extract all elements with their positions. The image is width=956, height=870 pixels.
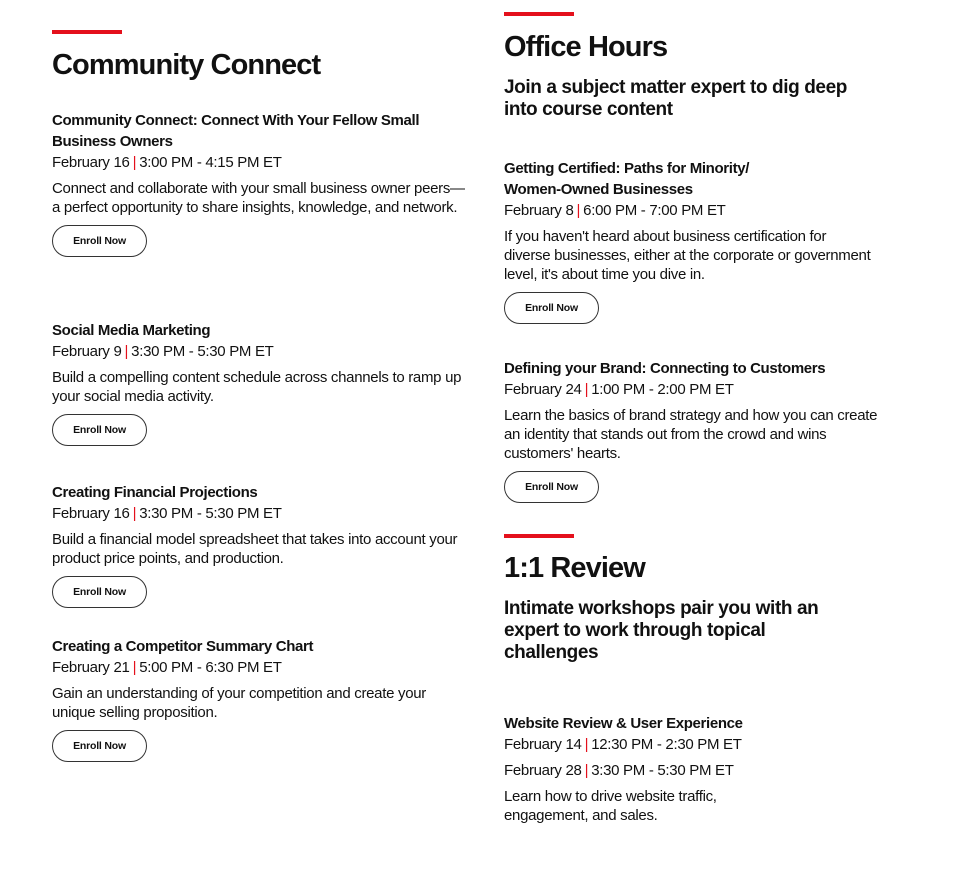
event-description: Build a financial model spreadsheet that takes into account your product price points, and production. — [52, 531, 458, 567]
accent-bar — [504, 12, 574, 16]
event-date: February 9 — [52, 343, 122, 360]
separator: | — [576, 202, 581, 219]
event-description: Learn how to drive website traffic, engagement, and sales. — [504, 788, 717, 824]
event-title: Defining your Brand: Connecting to Customers — [504, 360, 826, 377]
event-datetime — [504, 200, 904, 221]
section-subtitle: Join a subject matter expert to dig deep into course content — [504, 77, 847, 120]
event-date: February 24 — [504, 381, 582, 398]
separator: | — [132, 154, 137, 171]
event-title: Community Connect: Connect With Your Fellow Small Business Owners — [52, 112, 420, 150]
event-date: February 21 — [52, 659, 130, 676]
separator: | — [584, 762, 589, 779]
event-date: February 28 — [504, 762, 582, 779]
separator: | — [124, 343, 129, 360]
event-time: 12:30 PM - 2:30 PM ET — [591, 736, 742, 753]
enroll-now-button[interactable]: Enroll Now — [52, 576, 147, 608]
event-card — [504, 713, 904, 825]
event-time: 3:30 PM - 5:30 PM ET — [591, 762, 734, 779]
event-datetime — [504, 734, 904, 755]
event-datetime — [504, 760, 904, 781]
event-card — [504, 358, 924, 503]
event-date: February 14 — [504, 736, 582, 753]
section-subtitle: Intimate workshops pair you with an expert to work through topical challenges — [504, 598, 819, 663]
enroll-now-button[interactable]: Enroll Now — [504, 471, 599, 503]
event-time: 6:00 PM - 7:00 PM ET — [583, 202, 726, 219]
event-date: February 16 — [52, 154, 130, 171]
event-datetime — [52, 152, 472, 173]
section-title: Office Hours — [504, 31, 668, 63]
event-datetime — [52, 341, 472, 362]
event-card — [52, 110, 472, 257]
event-date: February 16 — [52, 505, 130, 522]
event-card — [52, 320, 472, 446]
section-title: 1:1 Review — [504, 552, 645, 584]
event-description: If you haven't heard about business certification for diverse businesses, either at the corporate or government level, it's about time you dive in. — [504, 228, 871, 283]
event-datetime — [504, 379, 924, 400]
separator: | — [584, 736, 589, 753]
event-datetime — [52, 503, 472, 524]
event-datetime — [52, 657, 472, 678]
enroll-now-button[interactable]: Enroll Now — [52, 730, 147, 762]
event-title: Website Review & User Experience — [504, 715, 743, 732]
event-title: Social Media Marketing — [52, 322, 211, 339]
accent-bar — [52, 30, 122, 34]
enroll-now-button[interactable]: Enroll Now — [52, 225, 147, 257]
event-title: Creating Financial Projections — [52, 484, 258, 501]
separator: | — [132, 505, 137, 522]
event-description: Build a compelling content schedule across channels to ramp up your social media activity. — [52, 369, 462, 405]
separator: | — [132, 659, 137, 676]
event-title: Creating a Competitor Summary Chart — [52, 638, 314, 655]
section-title: Community Connect — [52, 49, 321, 81]
event-date: February 8 — [504, 202, 574, 219]
event-time: 5:00 PM - 6:30 PM ET — [139, 659, 282, 676]
event-time: 3:30 PM - 5:30 PM ET — [131, 343, 274, 360]
event-description: Gain an understanding of your competition and create your unique selling proposition. — [52, 685, 426, 721]
event-description: Learn the basics of brand strategy and how you can create an identity that stands out from the crowd and wins customers' hearts. — [504, 407, 878, 462]
event-time: 3:30 PM - 5:30 PM ET — [139, 505, 282, 522]
enroll-now-button[interactable]: Enroll Now — [52, 414, 147, 446]
accent-bar — [504, 534, 574, 538]
event-description: Connect and collaborate with your small business owner peers—a perfect opportunity to share insights, knowledge, and network. — [52, 180, 465, 216]
event-card — [504, 158, 904, 324]
event-title: Getting Certified: Paths for Minority/ Women-Owned Businesses — [504, 160, 750, 198]
event-card — [52, 636, 472, 762]
event-time: 1:00 PM - 2:00 PM ET — [591, 381, 734, 398]
event-time: 3:00 PM - 4:15 PM ET — [139, 154, 282, 171]
separator: | — [584, 381, 589, 398]
enroll-now-button[interactable]: Enroll Now — [504, 292, 599, 324]
event-card — [52, 482, 472, 608]
